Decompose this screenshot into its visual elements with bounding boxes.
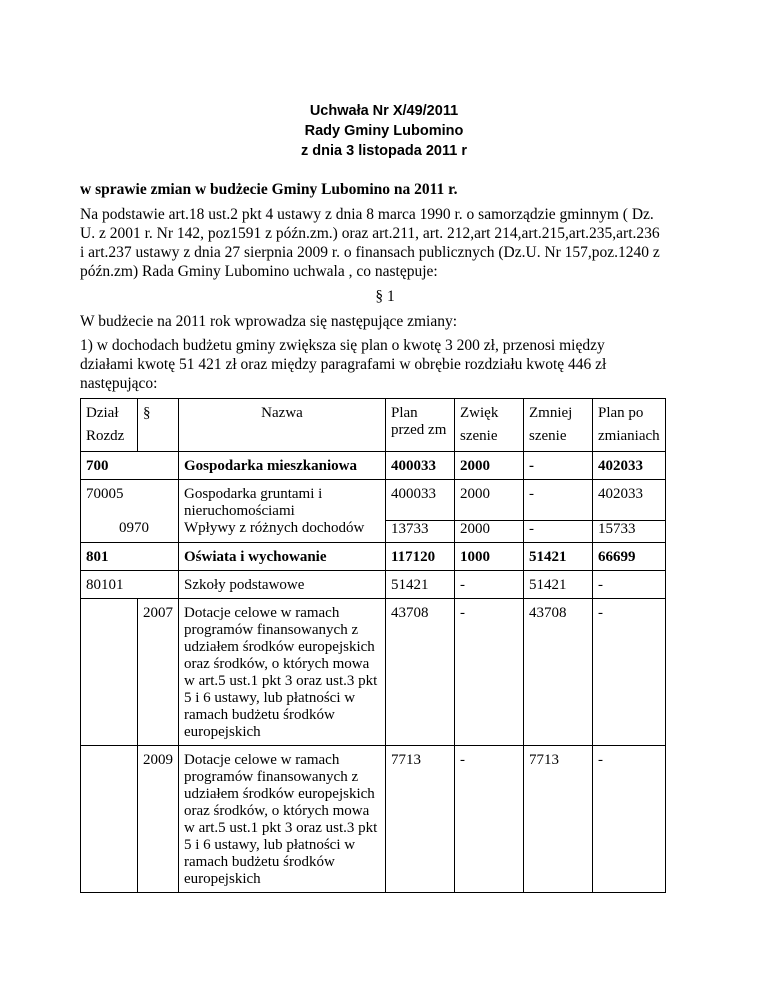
council-name: Rady Gminy Lubomino: [304, 123, 464, 139]
cell-po: 15733: [593, 520, 665, 538]
header-zmniej-1: Zmniej: [529, 405, 573, 421]
cell-zmniej: -: [529, 486, 534, 502]
point1-line-1: 1) w dochodach budżetu gminy zwiększa się plan o kwotę 3 200 zł, przenosi między: [80, 337, 605, 354]
cell-dzial: [81, 599, 138, 746]
cell-plan: 13733: [386, 520, 454, 538]
header-plan-po: [593, 399, 666, 452]
cell-zmniej: 7713: [524, 746, 593, 893]
resolution-date: z dnia 3 listopada 2011 r: [300, 143, 467, 159]
header-zwiek-2: szenie: [460, 428, 498, 444]
cell-plan: 51421: [386, 571, 455, 599]
preamble-line-3: i art.237 ustawy z dnia 27 sierpnia 2009 r. o finansach publicznych (Dz.U. Nr 157,poz.1240 z: [80, 244, 660, 261]
cell-po: 402033: [598, 486, 643, 502]
cell-po: 66699: [593, 543, 666, 571]
cell-nazwa-block: [179, 480, 386, 543]
cell-po: -: [593, 571, 666, 599]
cell-nazwa: Gospodarka mieszkaniowa: [179, 452, 386, 480]
cell-dzial-block: [81, 480, 179, 543]
resolution-number: Uchwała Nr X/49/2011: [309, 103, 459, 119]
header-plan: [386, 399, 455, 452]
preamble-line-2: U. z 2001 r. Nr 142, poz1591 z późn.zm.) oraz art.211, art. 212,art 214,art.215,art.235,art.236: [80, 225, 660, 242]
header-dzial-rozdz: [81, 399, 138, 452]
cell-nazwa: Gospodarka gruntami i nieruchomościami: [184, 486, 323, 519]
cell-po-block: [593, 480, 666, 543]
cell-dzial: 801: [81, 543, 179, 571]
cell-po: -: [593, 746, 666, 893]
cell-plan: 400033: [386, 452, 455, 480]
cell-zmniej: -: [524, 520, 592, 538]
point1-line-2: działami kwotę 51 421 zł oraz między paragrafami w obrębie rozdziału kwotę 446 zł: [80, 356, 607, 373]
cell-par: 2009: [138, 746, 179, 893]
table-row: [81, 543, 666, 571]
cell-zmniej: 51421: [524, 543, 593, 571]
header-nazwa: Nazwa: [179, 399, 386, 452]
cell-par: 2007: [138, 599, 179, 746]
budget-table: [80, 398, 666, 893]
table-row: [81, 746, 666, 893]
header-paragraph: §: [138, 399, 179, 452]
header-plan-2: przed zm: [391, 422, 447, 438]
header-planpo-2: zmianiach: [598, 428, 660, 444]
cell-po: -: [593, 599, 666, 746]
header-rozdz: Rozdz: [86, 428, 125, 444]
cell-zwiek-block: [455, 480, 524, 543]
cell-dzial: 700: [81, 452, 179, 480]
section-symbol: § 1: [375, 288, 395, 305]
cell-zmniej: -: [524, 452, 593, 480]
preamble-line-1: Na podstawie art.18 ust.2 pkt 4 ustawy z dnia 8 marca 1990 r. o samorządzie gminnym ( Dz.: [80, 206, 654, 223]
cell-po: 402033: [593, 452, 666, 480]
cell-dzial: 80101: [81, 571, 179, 599]
header-plan-1: Plan: [391, 405, 418, 421]
point1-line-3: następująco:: [80, 375, 158, 392]
header-dzial: Dział: [86, 405, 119, 421]
cell-zmniej: 51421: [524, 571, 593, 599]
preamble-line-4: późn.zm) Rada Gminy Lubomino uchwala , co następuje:: [80, 263, 438, 280]
header-zmniejszenie: [524, 399, 593, 452]
cell-zwiek: 2000: [460, 486, 490, 502]
resolution-subject: w sprawie zmian w budżecie Gminy Lubomino na 2011 r.: [80, 181, 458, 198]
cell-zwiek: -: [455, 571, 524, 599]
cell-nazwa: Dotacje celowe w ramach programów finansowanych z udziałem środków europejskich oraz środków, o których mowa w art.5 ust.1 pkt 3 oraz ust.3 pkt 5 i 6 ustawy, lub płatności w ramach budżetu środków europejskich: [179, 746, 386, 893]
cell-nazwa: Wpływy z różnych dochodów: [184, 520, 365, 536]
cell-plan: 43708: [386, 599, 455, 746]
cell-zwiek: 1000: [455, 543, 524, 571]
cell-plan-block: [386, 480, 455, 543]
cell-zwiek: -: [455, 746, 524, 893]
cell-zwiek: -: [455, 599, 524, 746]
cell-dzial: 70005: [86, 486, 124, 502]
table-header-row: [81, 399, 666, 452]
header-planpo-1: Plan po: [598, 405, 644, 421]
header-zwiek-1: Zwięk: [460, 405, 499, 421]
intro-text: W budżecie na 2011 rok wprowadza się następujące zmiany:: [80, 313, 458, 330]
header-zwiekszenie: [455, 399, 524, 452]
cell-nazwa: Oświata i wychowanie: [179, 543, 386, 571]
header-zmniej-2: szenie: [529, 428, 567, 444]
table-row: [81, 599, 666, 746]
table-row: [81, 452, 666, 480]
cell-zmniej-block: [524, 480, 593, 543]
cell-plan: 400033: [391, 486, 436, 502]
cell-dzial: [81, 746, 138, 893]
cell-zwiek: 2000: [455, 452, 524, 480]
table-row: [81, 480, 666, 543]
cell-nazwa: Szkoły podstawowe: [179, 571, 386, 599]
table-row: [81, 571, 666, 599]
cell-zwiek: 2000: [455, 520, 523, 538]
cell-plan: 7713: [386, 746, 455, 893]
cell-plan: 117120: [386, 543, 455, 571]
cell-par: 0970: [119, 520, 149, 536]
cell-zmniej: 43708: [524, 599, 593, 746]
cell-nazwa: Dotacje celowe w ramach programów finansowanych z udziałem środków europejskich oraz środków, o których mowa w art.5 ust.1 pkt 3 oraz ust.3 pkt 5 i 6 ustawy, lub płatności w ramach budżetu środków europejskich: [179, 599, 386, 746]
